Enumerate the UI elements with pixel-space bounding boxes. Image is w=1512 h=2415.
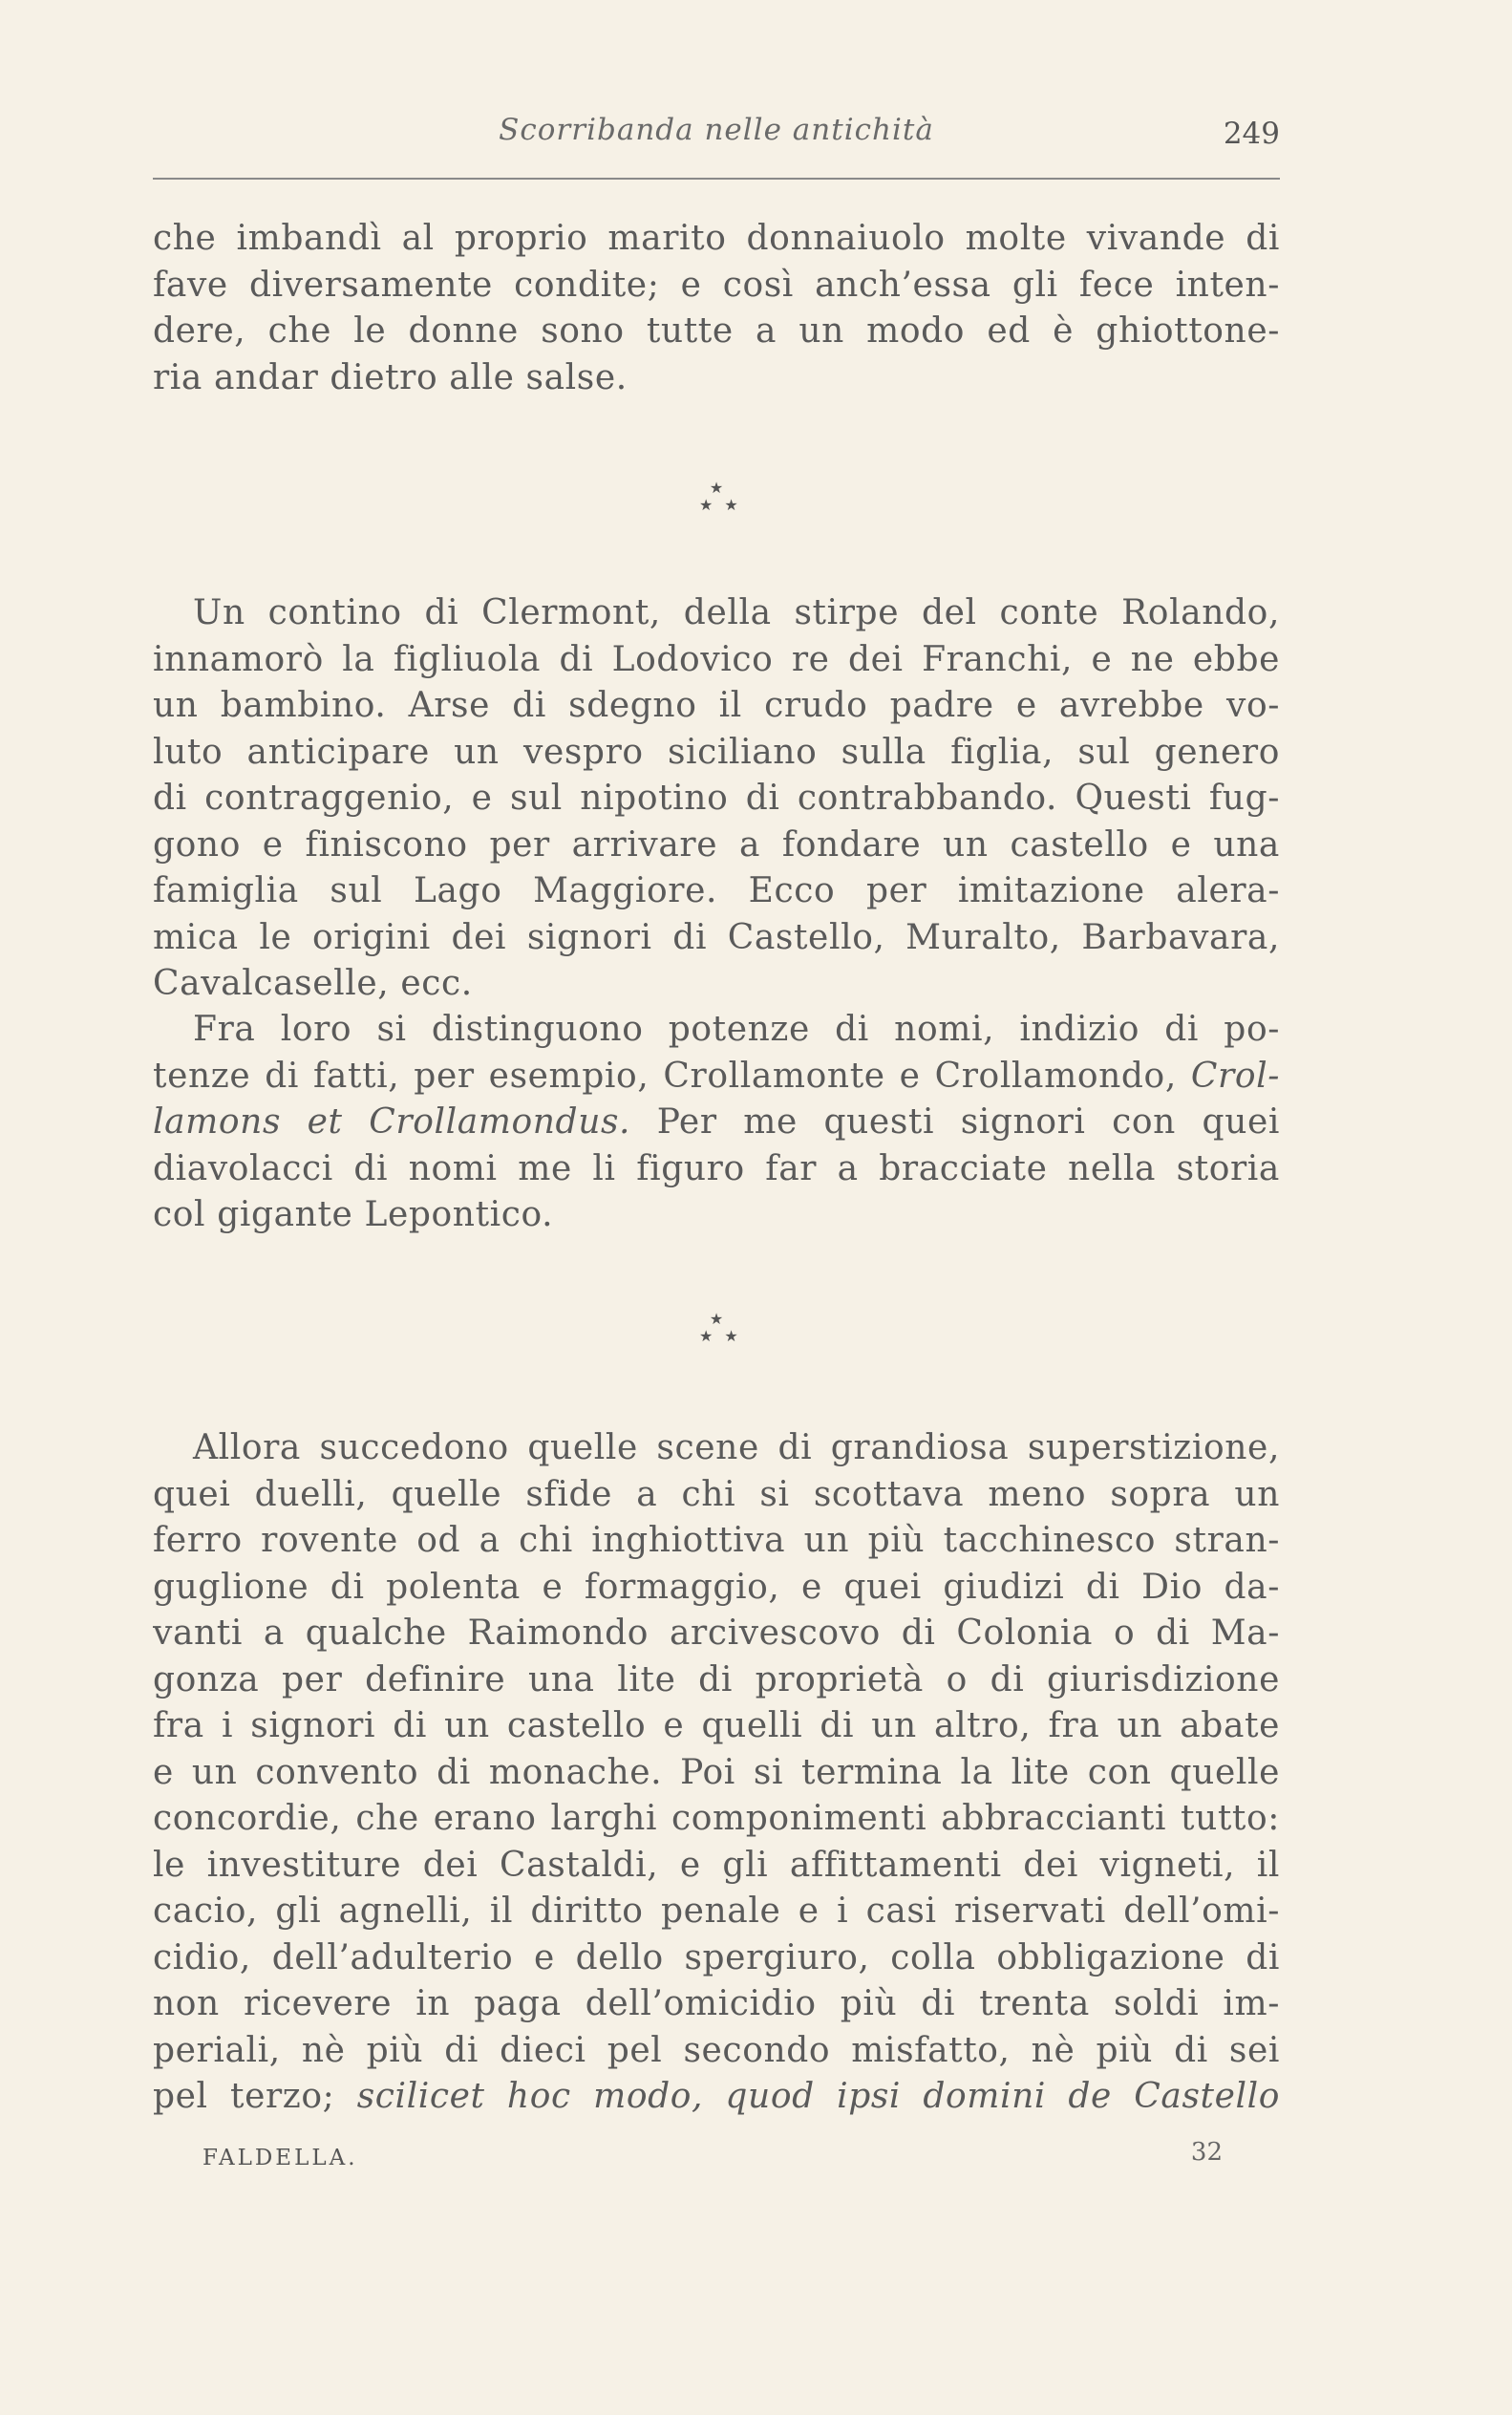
page-footer: [202, 2138, 1234, 2184]
text-line: diavolacci di nomi me li figuro far a bracciate nella storia: [153, 1148, 1280, 1188]
text-line: Un contino di Clermont, della stirpe del conte Rolando,: [193, 593, 1280, 632]
signature-mark-author: FALDELLA.: [202, 2146, 358, 2170]
text-line: innamorò la figliuola di Lodovico re dei Franchi, e ne ebbe: [153, 639, 1280, 679]
roman-text: tenze di fatti, per esempio, Crollamonte e Crollamondo,: [153, 1056, 1191, 1096]
text-line: mica le origini dei signori di Castello, Muralto, Barbavara,: [153, 917, 1280, 957]
paragraph-1: [153, 216, 1280, 401]
text-line: ferro rovente od a chi inghiottiva un più tacchinesco stran-: [153, 1521, 1280, 1560]
text-line: famiglia sul Lago Maggiore. Ecco per imitazione alera-: [153, 871, 1280, 910]
text-line: fave diversamente condite; e così anch’essa gli fece inten-: [153, 265, 1280, 305]
italic-text: scilicet hoc modo, quod ipsi domini de Castello: [356, 2077, 1280, 2116]
text-line: cacio, gli agnelli, il diritto penale e i casi riservati dell’omi-: [153, 1891, 1280, 1931]
section-ornament: [688, 1310, 750, 1345]
ornament-stars: ★★: [699, 496, 750, 514]
header-rule: [153, 178, 1280, 180]
text-line: non ricevere in paga dell’omicidio più di trenta soldi im-: [153, 1984, 1280, 2023]
signature-number: 32: [1190, 2138, 1223, 2167]
text-line: concordie, che erano larghi componimenti abbraccianti tutto:: [153, 1799, 1280, 1838]
text-line: che imbandì al proprio marito donnaiuolo molte vivande di: [153, 219, 1280, 258]
text-line: quei duelli, quelle sfide a chi si scottava meno sopra un: [153, 1474, 1280, 1514]
running-title: Scorribanda nelle antichità: [499, 113, 934, 147]
text-line: di contraggenio, e sul nipotino di contrabbando. Questi fug-: [153, 779, 1280, 818]
running-head: [153, 113, 1280, 160]
ornament-star: ★: [709, 479, 724, 497]
text-line: guglione di polenta e formaggio, e quei giudizi di Dio da-: [153, 1567, 1280, 1607]
text-line: [153, 2074, 1280, 2121]
text-line: vanti a qualche Raimondo arcivescovo di Colonia o di Ma-: [153, 1614, 1280, 1653]
italic-text: Crol-: [1190, 1056, 1280, 1096]
roman-text: Per me questi signori con quei: [630, 1102, 1280, 1142]
paragraph-2: [153, 590, 1280, 1008]
text-line: un bambino. Arse di sdegno il crudo padre e avrebbe vo-: [153, 686, 1280, 725]
text-line: le investiture dei Castaldi, e gli affittamenti dei vigneti, il: [153, 1845, 1280, 1885]
text-line: Cavalcaselle, ecc.: [153, 964, 473, 1003]
section-ornament: [688, 479, 750, 514]
page-number: 249: [1223, 117, 1280, 151]
roman-text: pel terzo;: [153, 2077, 357, 2116]
text-line: Allora succedono quelle scene di grandiosa superstizione,: [193, 1428, 1280, 1467]
text-line: cidio, dell’adulterio e dello spergiuro, colla obbligazione di: [153, 1937, 1280, 1977]
text-line: [153, 1100, 1280, 1146]
text-line: col gigante Lepontico.: [153, 1195, 554, 1234]
paragraph-3: [153, 1007, 1280, 1239]
text-line: fra i signori di un castello e quelli di un altro, fra un abate: [153, 1706, 1280, 1745]
ornament-stars: ★★: [699, 1327, 750, 1345]
text-line: dere, che le donne sono tutte a un modo ed è ghiottone-: [153, 311, 1280, 351]
text-line: luto anticipare un vespro siciliano sulla figlia, sul genero: [153, 732, 1280, 772]
paragraph-4: [153, 1425, 1280, 2121]
text-line: gono e finiscono per arrivare a fondare un castello e una: [153, 824, 1280, 865]
text-line: e un convento di monache. Poi si termina la lite con quelle: [153, 1752, 1280, 1792]
text-line: ria andar dietro alle salse.: [153, 357, 628, 397]
ornament-star: ★: [709, 1310, 724, 1328]
italic-text: lamons et Crollamondus.: [153, 1102, 631, 1142]
text-line: periali, nè più di dieci pel secondo misfatto, nè più di sei: [153, 2030, 1280, 2070]
text-line: gonza per definire una lite di proprietà o di giurisdizione: [153, 1659, 1280, 1699]
text-line: [153, 1054, 1280, 1101]
text-line: Fra loro si distinguono potenze di nomi, indizio di po-: [193, 1010, 1280, 1049]
